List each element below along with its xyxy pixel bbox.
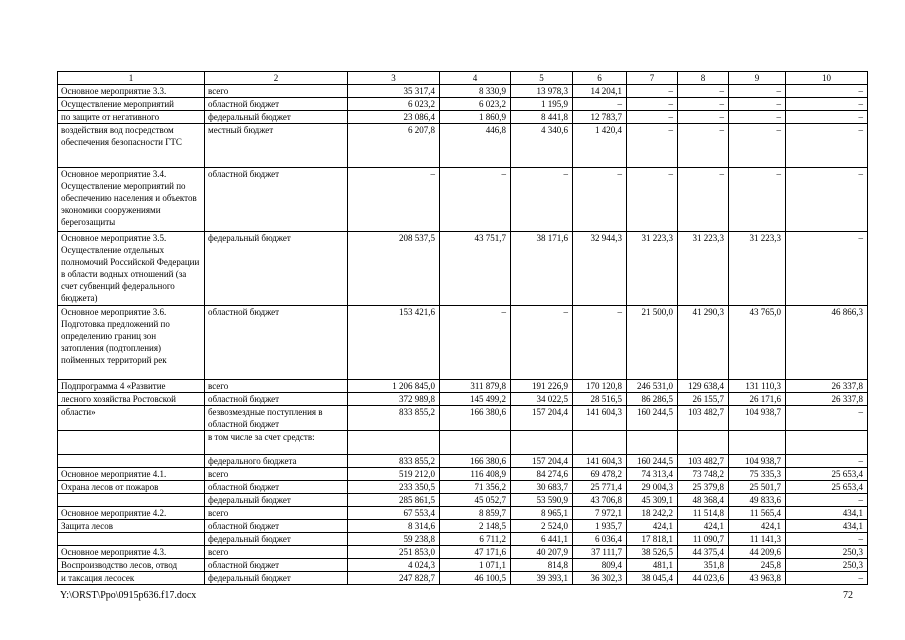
amount-cell: 104 938,7 [729, 455, 786, 468]
measure-name-cell: области» [58, 406, 205, 431]
amount-cell: 247 828,7 [348, 572, 440, 585]
amount-cell: 141 604,3 [573, 455, 627, 468]
amount-cell: 191 226,9 [511, 380, 573, 393]
amount-cell: – [573, 168, 627, 232]
amount-cell: 814,8 [511, 559, 573, 572]
table-row [58, 494, 868, 507]
amount-cell: 25 653,4 [786, 468, 868, 481]
amount-cell: 160 244,5 [627, 406, 678, 431]
table-row [58, 393, 868, 406]
amount-cell: 49 833,6 [729, 494, 786, 507]
amount-cell: 46 866,3 [786, 306, 868, 380]
amount-cell: 434,1 [786, 507, 868, 520]
measure-name-cell: Осуществление мероприятий [58, 98, 205, 111]
amount-cell [440, 431, 511, 455]
amount-cell: 17 818,1 [627, 533, 678, 546]
amount-cell: 6 036,4 [573, 533, 627, 546]
funding-source-cell: областной бюджет [205, 306, 348, 380]
amount-cell: 25 379,8 [678, 481, 729, 494]
amount-cell: 73 748,2 [678, 468, 729, 481]
measure-name-cell [58, 455, 205, 468]
amount-cell: 11 514,8 [678, 507, 729, 520]
amount-cell: 39 393,1 [511, 572, 573, 585]
amount-cell: 1 860,9 [440, 111, 511, 124]
amount-cell: 44 023,6 [678, 572, 729, 585]
amount-cell: 38 526,5 [627, 546, 678, 559]
amount-cell: – [729, 98, 786, 111]
table-row [58, 533, 868, 546]
funding-source-cell: областной бюджет [205, 520, 348, 533]
amount-cell: 4 024,3 [348, 559, 440, 572]
funding-source-cell: федерального бюджета [205, 455, 348, 468]
amount-cell: – [786, 406, 868, 431]
amount-cell: 372 989,8 [348, 393, 440, 406]
amount-cell: 29 004,3 [627, 481, 678, 494]
amount-cell: 6 023,2 [348, 98, 440, 111]
table-row [58, 507, 868, 520]
amount-cell: 8 965,1 [511, 507, 573, 520]
amount-cell: 75 335,3 [729, 468, 786, 481]
header-cell: 2 [205, 72, 348, 85]
amount-cell: 40 207,9 [511, 546, 573, 559]
amount-cell: – [786, 455, 868, 468]
header-cell: 5 [511, 72, 573, 85]
amount-cell [573, 431, 627, 455]
amount-cell: 233 350,5 [348, 481, 440, 494]
measure-name-cell: Основное мероприятие 3.5. Осуществление отдельных полномочий Российской Федерации в области водных отношений (за счет субвенций федерального бюджета) [58, 232, 205, 306]
amount-cell: 1 195,9 [511, 98, 573, 111]
amount-cell: 1 206 845,0 [348, 380, 440, 393]
amount-cell: – [786, 111, 868, 124]
table-header-row [58, 72, 868, 85]
amount-cell: – [678, 98, 729, 111]
table-row [58, 481, 868, 494]
amount-cell: – [786, 572, 868, 585]
amount-cell: 23 086,4 [348, 111, 440, 124]
amount-cell: 31 223,3 [729, 232, 786, 306]
amount-cell: – [786, 98, 868, 111]
table-row [58, 572, 868, 585]
amount-cell: – [729, 168, 786, 232]
amount-cell: 14 204,1 [573, 85, 627, 98]
funding-source-cell: областной бюджет [205, 168, 348, 232]
amount-cell: – [786, 168, 868, 232]
header-cell: 1 [58, 72, 205, 85]
amount-cell: 2 148,5 [440, 520, 511, 533]
amount-cell: 481,1 [627, 559, 678, 572]
amount-cell: 36 302,3 [573, 572, 627, 585]
amount-cell: 45 052,7 [440, 494, 511, 507]
amount-cell: 35 317,4 [348, 85, 440, 98]
amount-cell: – [440, 306, 511, 380]
measure-name-cell: Основное мероприятие 3.4. Осуществление мероприятий по обеспечению населения и объектов экономики сооружениями берегозащиты [58, 168, 205, 232]
amount-cell: 69 478,2 [573, 468, 627, 481]
amount-cell: 26 171,6 [729, 393, 786, 406]
amount-cell: 4 340,6 [511, 124, 573, 168]
table-row [58, 306, 868, 380]
amount-cell: 157 204,4 [511, 455, 573, 468]
measure-name-cell: Основное мероприятие 4.3. [58, 546, 205, 559]
amount-cell: 38 045,4 [627, 572, 678, 585]
amount-cell: – [729, 124, 786, 168]
amount-cell: – [348, 168, 440, 232]
amount-cell: 285 861,5 [348, 494, 440, 507]
funding-source-cell: федеральный бюджет [205, 572, 348, 585]
funding-source-cell: областной бюджет [205, 481, 348, 494]
amount-cell: 11 141,3 [729, 533, 786, 546]
measure-name-cell: Основное мероприятие 4.1. [58, 468, 205, 481]
header-cell: 8 [678, 72, 729, 85]
page-number: 72 [843, 590, 853, 601]
amount-cell: 208 537,5 [348, 232, 440, 306]
amount-cell: 1 420,4 [573, 124, 627, 168]
amount-cell: 25 501,7 [729, 481, 786, 494]
table-row [58, 232, 868, 306]
amount-cell: 44 209,6 [729, 546, 786, 559]
amount-cell: 8 330,9 [440, 85, 511, 98]
amount-cell: 25 653,4 [786, 481, 868, 494]
amount-cell: – [627, 98, 678, 111]
amount-cell: – [729, 111, 786, 124]
amount-cell: 11 090,7 [678, 533, 729, 546]
table-row [58, 124, 868, 168]
amount-cell: 351,8 [678, 559, 729, 572]
amount-cell: 424,1 [729, 520, 786, 533]
amount-cell: 44 375,4 [678, 546, 729, 559]
funding-source-cell: федеральный бюджет [205, 232, 348, 306]
amount-cell: – [786, 232, 868, 306]
measure-name-cell: Подпрограмма 4 «Развитие [58, 380, 205, 393]
amount-cell [627, 431, 678, 455]
amount-cell: – [511, 168, 573, 232]
amount-cell: – [678, 124, 729, 168]
amount-cell: – [786, 124, 868, 168]
amount-cell: – [511, 306, 573, 380]
amount-cell: – [627, 124, 678, 168]
measure-name-cell: Воспроизводство лесов, отвод [58, 559, 205, 572]
amount-cell: 809,4 [573, 559, 627, 572]
amount-cell: 43 963,8 [729, 572, 786, 585]
amount-cell: 6 711,2 [440, 533, 511, 546]
amount-cell: – [627, 168, 678, 232]
measure-name-cell: Охрана лесов от пожаров [58, 481, 205, 494]
amount-cell: – [573, 306, 627, 380]
amount-cell: 53 590,9 [511, 494, 573, 507]
table-row [58, 431, 868, 455]
amount-cell: – [627, 111, 678, 124]
header-cell: 10 [786, 72, 868, 85]
measure-name-cell [58, 431, 205, 455]
amount-cell: – [573, 98, 627, 111]
measure-name-cell: Основное мероприятие 3.3. [58, 85, 205, 98]
amount-cell: 833 855,2 [348, 455, 440, 468]
amount-cell [348, 431, 440, 455]
amount-cell: 31 223,3 [678, 232, 729, 306]
amount-cell: 59 238,8 [348, 533, 440, 546]
amount-cell: 6 023,2 [440, 98, 511, 111]
funding-source-cell: всего [205, 85, 348, 98]
amount-cell: 30 683,7 [511, 481, 573, 494]
amount-cell: – [440, 168, 511, 232]
amount-cell: – [786, 533, 868, 546]
budget-table [57, 71, 868, 585]
table-row [58, 455, 868, 468]
funding-source-cell: всего [205, 380, 348, 393]
amount-cell [511, 431, 573, 455]
amount-cell: 166 380,6 [440, 455, 511, 468]
amount-cell: – [729, 85, 786, 98]
measure-name-cell: Защита лесов [58, 520, 205, 533]
measure-name-cell: лесного хозяйства Ростовской [58, 393, 205, 406]
amount-cell: – [678, 85, 729, 98]
amount-cell: 13 978,3 [511, 85, 573, 98]
amount-cell: 2 524,0 [511, 520, 573, 533]
measure-name-cell: воздействия вод посредством обеспечения безопасности ГТС [58, 124, 205, 168]
amount-cell: 11 565,4 [729, 507, 786, 520]
amount-cell: – [627, 85, 678, 98]
table-row [58, 546, 868, 559]
amount-cell: 145 499,2 [440, 393, 511, 406]
measure-name-cell [58, 494, 205, 507]
table-row [58, 85, 868, 98]
amount-cell: 74 313,4 [627, 468, 678, 481]
amount-cell: 519 212,0 [348, 468, 440, 481]
header-cell: 7 [627, 72, 678, 85]
amount-cell: 116 408,9 [440, 468, 511, 481]
amount-cell: 250,3 [786, 546, 868, 559]
amount-cell: 8 859,7 [440, 507, 511, 520]
amount-cell: 32 944,3 [573, 232, 627, 306]
amount-cell: – [678, 168, 729, 232]
amount-cell: 47 171,6 [440, 546, 511, 559]
amount-cell: – [678, 111, 729, 124]
footer-file-path: Y:\ORST\Ppo\0915p636.f17.docx [60, 590, 197, 601]
amount-cell: 8 314,6 [348, 520, 440, 533]
amount-cell: 833 855,2 [348, 406, 440, 431]
amount-cell: 446,8 [440, 124, 511, 168]
amount-cell: 6 441,1 [511, 533, 573, 546]
amount-cell: 153 421,6 [348, 306, 440, 380]
measure-name-cell: Основное мероприятие 3.6. Подготовка предложений по определению границ зон затопления (подтопления) пойменных территорий рек [58, 306, 205, 380]
amount-cell: 38 171,6 [511, 232, 573, 306]
amount-cell: 28 516,5 [573, 393, 627, 406]
header-cell: 9 [729, 72, 786, 85]
amount-cell: 43 706,8 [573, 494, 627, 507]
amount-cell: 157 204,4 [511, 406, 573, 431]
amount-cell: 12 783,7 [573, 111, 627, 124]
amount-cell: 7 972,1 [573, 507, 627, 520]
funding-source-cell: местный бюджет [205, 124, 348, 168]
amount-cell: 245,8 [729, 559, 786, 572]
measure-name-cell [58, 533, 205, 546]
funding-source-cell: областной бюджет [205, 559, 348, 572]
amount-cell: 131 110,3 [729, 380, 786, 393]
amount-cell: – [786, 494, 868, 507]
amount-cell: 160 244,5 [627, 455, 678, 468]
amount-cell: 41 290,3 [678, 306, 729, 380]
amount-cell: 104 938,7 [729, 406, 786, 431]
measure-name-cell: по защите от негативного [58, 111, 205, 124]
amount-cell: 45 309,1 [627, 494, 678, 507]
table-row [58, 380, 868, 393]
amount-cell: 1 071,1 [440, 559, 511, 572]
amount-cell: 26 337,8 [786, 393, 868, 406]
amount-cell: 424,1 [678, 520, 729, 533]
measure-name-cell: и таксация лесосек [58, 572, 205, 585]
amount-cell: 86 286,5 [627, 393, 678, 406]
funding-source-cell: федеральный бюджет [205, 533, 348, 546]
funding-source-cell: всего [205, 507, 348, 520]
amount-cell: 43 765,0 [729, 306, 786, 380]
funding-source-cell: областной бюджет [205, 393, 348, 406]
amount-cell: 250,3 [786, 559, 868, 572]
amount-cell: 1 935,7 [573, 520, 627, 533]
funding-source-cell: всего [205, 546, 348, 559]
amount-cell: 6 207,8 [348, 124, 440, 168]
amount-cell [678, 431, 729, 455]
amount-cell: 166 380,6 [440, 406, 511, 431]
amount-cell: 71 356,2 [440, 481, 511, 494]
amount-cell: 311 879,8 [440, 380, 511, 393]
amount-cell: 103 482,7 [678, 406, 729, 431]
amount-cell: 43 751,7 [440, 232, 511, 306]
amount-cell: 129 638,4 [678, 380, 729, 393]
funding-source-cell: областной бюджет [205, 98, 348, 111]
amount-cell: 34 022,5 [511, 393, 573, 406]
amount-cell: 25 771,4 [573, 481, 627, 494]
header-cell: 3 [348, 72, 440, 85]
amount-cell: 26 337,8 [786, 380, 868, 393]
funding-source-cell: безвозмездные поступления в областной бюджет [205, 406, 348, 431]
table-row [58, 520, 868, 533]
funding-source-cell: всего [205, 468, 348, 481]
amount-cell: 246 531,0 [627, 380, 678, 393]
amount-cell: – [786, 85, 868, 98]
header-cell: 4 [440, 72, 511, 85]
amount-cell: 48 368,4 [678, 494, 729, 507]
amount-cell: 434,1 [786, 520, 868, 533]
amount-cell: 21 500,0 [627, 306, 678, 380]
amount-cell: 18 242,2 [627, 507, 678, 520]
amount-cell: 103 482,7 [678, 455, 729, 468]
table-row [58, 468, 868, 481]
amount-cell: 31 223,3 [627, 232, 678, 306]
table-row [58, 559, 868, 572]
amount-cell [729, 431, 786, 455]
header-cell: 6 [573, 72, 627, 85]
amount-cell: 251 853,0 [348, 546, 440, 559]
amount-cell [786, 431, 868, 455]
amount-cell: 46 100,5 [440, 572, 511, 585]
funding-source-cell: федеральный бюджет [205, 111, 348, 124]
measure-name-cell: Основное мероприятие 4.2. [58, 507, 205, 520]
table-row [58, 98, 868, 111]
table-row [58, 406, 868, 431]
amount-cell: 424,1 [627, 520, 678, 533]
table-row [58, 168, 868, 232]
funding-source-cell: федеральный бюджет [205, 494, 348, 507]
amount-cell: 141 604,3 [573, 406, 627, 431]
amount-cell: 67 553,4 [348, 507, 440, 520]
amount-cell: 84 274,6 [511, 468, 573, 481]
funding-source-cell: в том числе за счет средств: [205, 431, 348, 455]
amount-cell: 8 441,8 [511, 111, 573, 124]
table-row [58, 111, 868, 124]
amount-cell: 37 111,7 [573, 546, 627, 559]
amount-cell: 170 120,8 [573, 380, 627, 393]
amount-cell: 26 155,7 [678, 393, 729, 406]
